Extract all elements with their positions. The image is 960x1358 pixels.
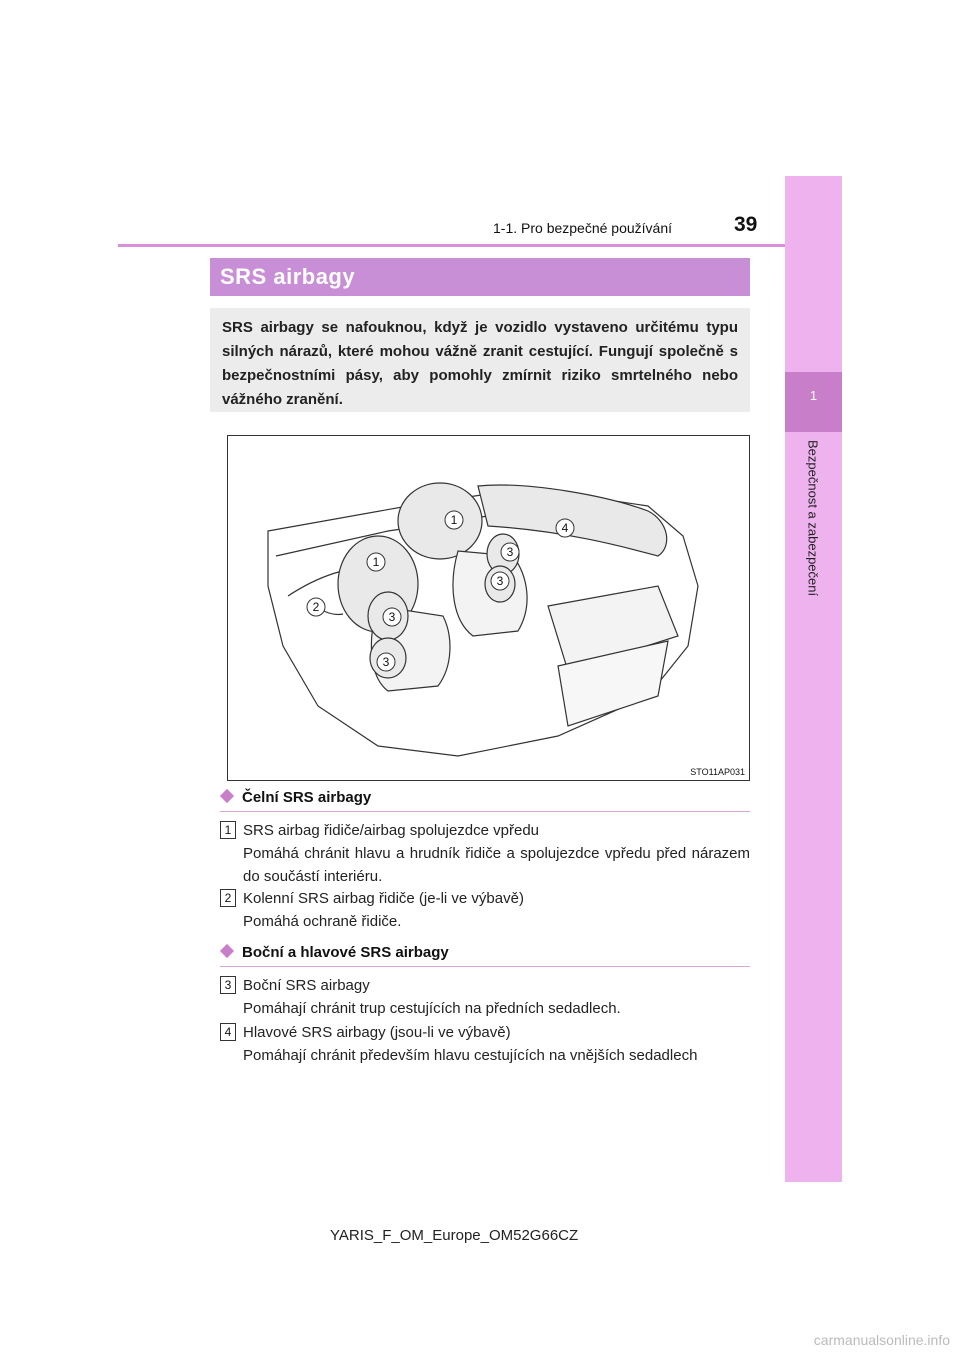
watermark: carmanualsonline.info xyxy=(813,1332,950,1348)
item-description: Pomáhají chránit trup cestujících na předních sedadlech. xyxy=(243,1000,621,1017)
subheading-text: Boční a hlavové SRS airbagy xyxy=(242,944,449,961)
list-item xyxy=(243,974,750,1020)
list-item xyxy=(243,819,750,888)
item-number: 4 xyxy=(220,1023,236,1041)
subheading-rule xyxy=(220,811,750,812)
callout-label: 3 xyxy=(506,545,514,559)
subheading-rule xyxy=(220,966,750,967)
footer-document-code: YARIS_F_OM_Europe_OM52G66CZ xyxy=(330,1227,579,1244)
callout-label: 2 xyxy=(312,600,320,614)
diamond-bullet-icon xyxy=(220,789,234,803)
intro-box: SRS airbagy se nafouknou, když je vozidlo vystaveno určitému typu silných nárazů, které mohou vážně zranit cestující. Fungují společně s bezpečnostními pásy, aby pomohly zmírnit riziko smrtelného nebo vážného zranění. xyxy=(210,308,750,412)
callout-3-rear-left xyxy=(377,653,395,671)
header-title: 1-1. Pro bezpečné používání xyxy=(493,220,673,236)
header-divider xyxy=(118,244,785,247)
section-title: SRS airbagy xyxy=(210,258,750,296)
item-title: Boční SRS airbagy xyxy=(243,977,370,994)
callout-label: 3 xyxy=(496,574,504,588)
subheading-front-airbags xyxy=(220,789,371,806)
callout-1-passenger xyxy=(445,511,463,529)
callout-label: 3 xyxy=(382,655,390,669)
item-description: Pomáhá ochraně řidiče. xyxy=(243,913,402,930)
page-number: 39 xyxy=(734,213,758,236)
callout-label: 4 xyxy=(561,521,569,535)
callout-label: 1 xyxy=(450,513,458,527)
list-item xyxy=(243,887,750,933)
item-title: SRS airbag řidiče/airbag spolujezdce vpředu xyxy=(243,822,540,839)
subheading-text: Čelní SRS airbagy xyxy=(242,789,372,806)
item-number: 3 xyxy=(220,976,236,994)
car-interior-drawing xyxy=(228,436,749,780)
callout-2-knee xyxy=(307,598,325,616)
item-description: Pomáhá chránit hlavu a hrudník řidiče a spolujezdce vpředu před nárazem do součástí interiéru. xyxy=(243,845,750,885)
airbag-illustration xyxy=(227,435,750,781)
list-item xyxy=(243,1021,750,1067)
side-tab xyxy=(785,176,842,1182)
callout-label: 1 xyxy=(372,555,380,569)
side-chapter-number: 1 xyxy=(809,388,818,403)
item-number: 2 xyxy=(220,889,236,907)
figure-code: STO11AP031 xyxy=(690,767,745,777)
item-number: 1 xyxy=(220,821,236,839)
item-title: Kolenní SRS airbag řidiče (je-li ve výbavě) xyxy=(243,890,524,907)
subheading-side-curtain-airbags xyxy=(220,944,449,961)
callout-4-curtain xyxy=(556,519,574,537)
callout-3-rear-right xyxy=(491,572,509,590)
callout-3-front-right xyxy=(501,543,519,561)
side-chapter-title: Bezpečnost a zabezpečení xyxy=(805,440,821,597)
item-title: Hlavové SRS airbagy (jsou-li ve výbavě) xyxy=(243,1024,511,1041)
item-description: Pomáhají chránit především hlavu cestujících na vnějších sedadlech xyxy=(243,1047,698,1064)
callout-1-driver xyxy=(367,553,385,571)
diamond-bullet-icon xyxy=(220,944,234,958)
callout-3-front-left xyxy=(383,608,401,626)
callout-label: 3 xyxy=(388,610,396,624)
